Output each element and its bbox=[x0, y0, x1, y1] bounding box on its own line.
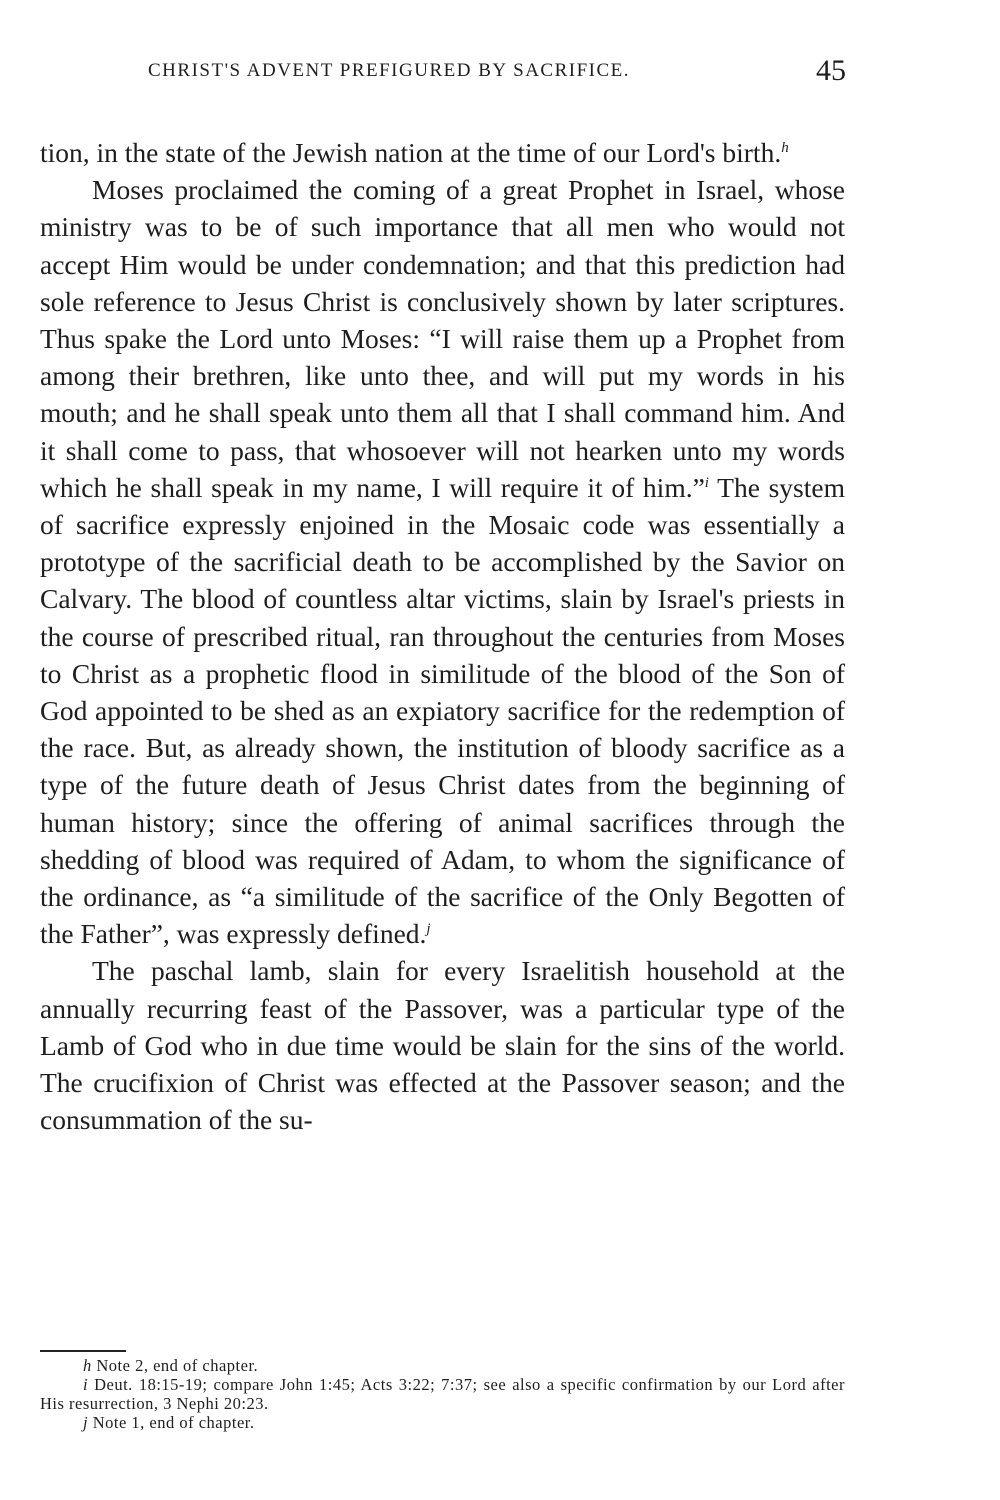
footnote-ref-i: i bbox=[704, 474, 709, 491]
footnote-j bbox=[40, 1413, 845, 1432]
paragraph-3-text: The paschal lamb, slain for every Israelitish household at the annually recurring feast of the Passover, was a particular type of the Lamb of God who in due time would be slain for the sins of the world. The crucifixion of Christ was effected at the Passover season; and the consummation of the su- bbox=[40, 955, 845, 1136]
paragraph-1 bbox=[40, 134, 845, 171]
footnote-text: Deut. 18:15-19; compare John 1:45; Acts 3:22; 7:37; see also a specific confirmation by our Lord after His resurrection, 3 Nephi 20:23. bbox=[40, 1375, 845, 1413]
paragraph-2-text-b: The system of sacrifice expressly enjoined in the Mosaic code was essentially a prototype of the sacrificial death to be accomplished by the Savior on Calvary. The blood of countless altar victims, slain by Israel's priests in the course of prescribed ritual, ran throughout the centuries from Moses to Christ as a prophetic flood in similitude of the blood of the Son of God appointed to be shed as an expiatory sacrifice for the redemption of the race. But, as already shown, the institution of bloody sacrifice as a type of the future death of Jesus Christ dates from the beginning of human history; since the offering of animal sacrifices through the shedding of blood was required of Adam, to whom the significance of the ordinance, as “a similitude of the sacrifice of the Only Begotten of the Father”, was expressly defined. bbox=[40, 471, 845, 950]
paragraph-1-text: tion, in the state of the Jewish nation at the time of our Lord's birth. bbox=[40, 137, 782, 168]
body-text bbox=[40, 134, 845, 1138]
running-head: CHRIST'S ADVENT PREFIGURED BY SACRIFICE. bbox=[148, 60, 631, 81]
footnote-mark: j bbox=[83, 1413, 89, 1432]
paragraph-2-text-a: Moses proclaimed the coming of a great Prophet in Israel, whose ministry was to be of such importance that all men who would not accept Him would be under condemnation; and that this prediction had sole reference to Jesus Christ is conclusively shown by later scriptures. Thus spake the Lord unto Moses: “I will raise them up a Prophet from among their brethren, like unto thee, and will put my words in his mouth; and he shall speak unto them all that I shall command him. And it shall come to pass, that whosoever will not hearken unto my words which he shall speak in my name, I will require it of him.” bbox=[40, 174, 845, 503]
footnote-ref-j: j bbox=[426, 921, 431, 938]
paragraph-2 bbox=[40, 171, 845, 952]
footnote-text: Note 2, end of chapter. bbox=[91, 1356, 259, 1375]
footnote-ref-h: h bbox=[781, 139, 789, 156]
footnote-mark: h bbox=[83, 1356, 92, 1375]
page-number: 45 bbox=[816, 54, 846, 87]
footnote-rule bbox=[40, 1350, 126, 1352]
footnote-h bbox=[40, 1356, 845, 1375]
footnote-text: Note 1, end of chapter. bbox=[88, 1413, 255, 1432]
footnote-i bbox=[40, 1375, 845, 1413]
footnotes bbox=[40, 1356, 845, 1432]
paragraph-3 bbox=[40, 952, 845, 1138]
footnote-mark: i bbox=[83, 1375, 89, 1394]
